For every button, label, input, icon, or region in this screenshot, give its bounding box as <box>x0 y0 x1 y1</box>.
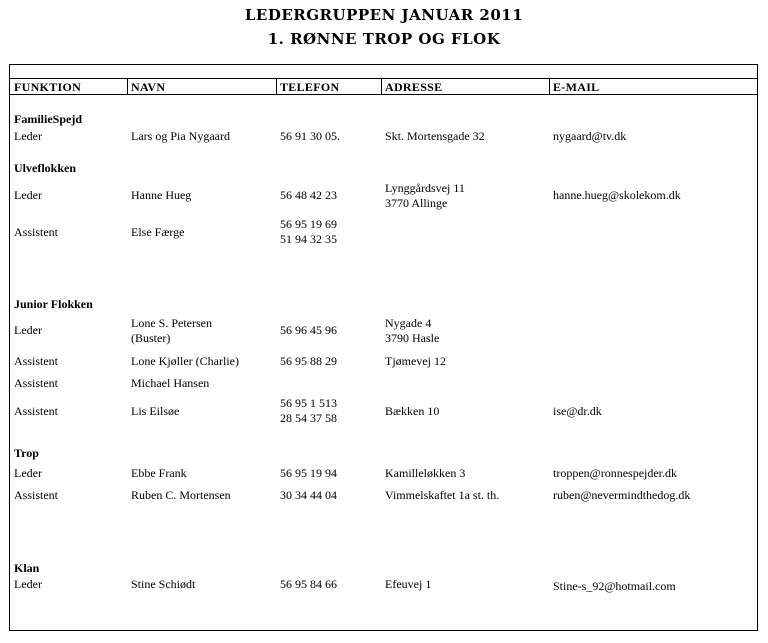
cell-navn: Lars og Pia Nygaard <box>131 129 230 143</box>
header-navn: NAVN <box>131 80 166 94</box>
document-subtitle: 1. RØNNE TROP OG FLOK <box>267 30 501 48</box>
header-bottom-rule <box>9 94 758 95</box>
section-ulveflokken: Ulveflokken <box>14 161 77 175</box>
cell-navn: Else Færge <box>131 225 185 239</box>
cell-funktion: Assistent <box>14 404 59 418</box>
cell-telefon-line1: 56 95 1 513 <box>280 396 337 410</box>
cell-telefon-line2: 51 94 32 35 <box>280 232 337 246</box>
cell-adresse: Vimmelskaftet 1a st. th. <box>385 488 500 502</box>
cell-navn: Stine Schiødt <box>131 577 196 591</box>
cell-funktion: Leder <box>14 129 42 143</box>
column-divider <box>549 79 550 94</box>
cell-funktion: Assistent <box>14 225 59 239</box>
cell-navn: Hanne Hueg <box>131 188 192 202</box>
cell-telefon: 30 34 44 04 <box>280 488 337 502</box>
header-adresse: ADRESSE <box>385 80 443 94</box>
cell-telefon: 56 95 88 29 <box>280 354 337 368</box>
table-frame <box>9 64 758 631</box>
cell-funktion: Leder <box>14 188 42 202</box>
cell-navn: Ebbe Frank <box>131 466 187 480</box>
cell-funktion: Leder <box>14 577 42 591</box>
cell-adresse-line2: 3770 Allinge <box>385 196 448 210</box>
cell-telefon: 56 48 42 23 <box>280 188 337 202</box>
cell-email: troppen@ronnespejder.dk <box>553 466 678 480</box>
section-junior-flokken: Junior Flokken <box>14 297 93 311</box>
cell-email: nygaard@tv.dk <box>553 129 627 143</box>
cell-funktion: Assistent <box>14 354 59 368</box>
column-divider <box>276 79 277 94</box>
cell-telefon-line2: 28 54 37 58 <box>280 411 337 425</box>
section-familiespejd: FamilieSpejd <box>14 112 82 126</box>
cell-funktion: Assistent <box>14 488 59 502</box>
cell-email: Stine-s_92@hotmail.com <box>553 579 676 593</box>
cell-email: hanne.hueg@skolekom.dk <box>553 188 681 202</box>
cell-navn: Michael Hansen <box>131 376 210 390</box>
cell-navn-line2: (Buster) <box>131 331 171 345</box>
cell-telefon: 56 95 19 94 <box>280 466 337 480</box>
cell-adresse: Efeuvej 1 <box>385 577 432 591</box>
cell-funktion: Assistent <box>14 376 59 390</box>
cell-adresse-line2: 3790 Hasle <box>385 331 440 345</box>
cell-email: ise@dr.dk <box>553 404 602 418</box>
cell-adresse-line1: Nygade 4 <box>385 316 432 330</box>
cell-adresse: Tjømevej 12 <box>385 354 446 368</box>
cell-telefon: 56 96 45 96 <box>280 323 337 337</box>
cell-adresse-line1: Lynggårdsvej 11 <box>385 181 465 195</box>
column-divider <box>127 79 128 94</box>
column-divider <box>381 79 382 94</box>
cell-telefon-line1: 56 95 19 69 <box>280 217 337 231</box>
cell-adresse: Kamilleløkken 3 <box>385 466 466 480</box>
cell-funktion: Leder <box>14 323 42 337</box>
section-klan: Klan <box>14 561 40 575</box>
header-email: E-MAIL <box>553 80 600 94</box>
document-title: LEDERGRUPPEN JANUAR 2011 <box>244 6 524 24</box>
cell-adresse: Skt. Mortensgade 32 <box>385 129 485 143</box>
header-funktion: FUNKTION <box>14 80 82 94</box>
cell-navn: Lis Eilsøe <box>131 404 180 418</box>
cell-funktion: Leder <box>14 466 42 480</box>
header-top-rule <box>9 78 758 79</box>
cell-navn: Lone Kjøller (Charlie) <box>131 354 239 368</box>
cell-telefon: 56 95 84 66 <box>280 577 337 591</box>
cell-navn: Ruben C. Mortensen <box>131 488 231 502</box>
cell-adresse: Bækken 10 <box>385 404 440 418</box>
header-telefon: TELEFON <box>280 80 340 94</box>
section-trop: Trop <box>14 446 39 460</box>
cell-navn-line1: Lone S. Petersen <box>131 316 212 330</box>
cell-telefon: 56 91 30 05. <box>280 129 340 143</box>
cell-email: ruben@nevermindthedog.dk <box>553 488 691 502</box>
